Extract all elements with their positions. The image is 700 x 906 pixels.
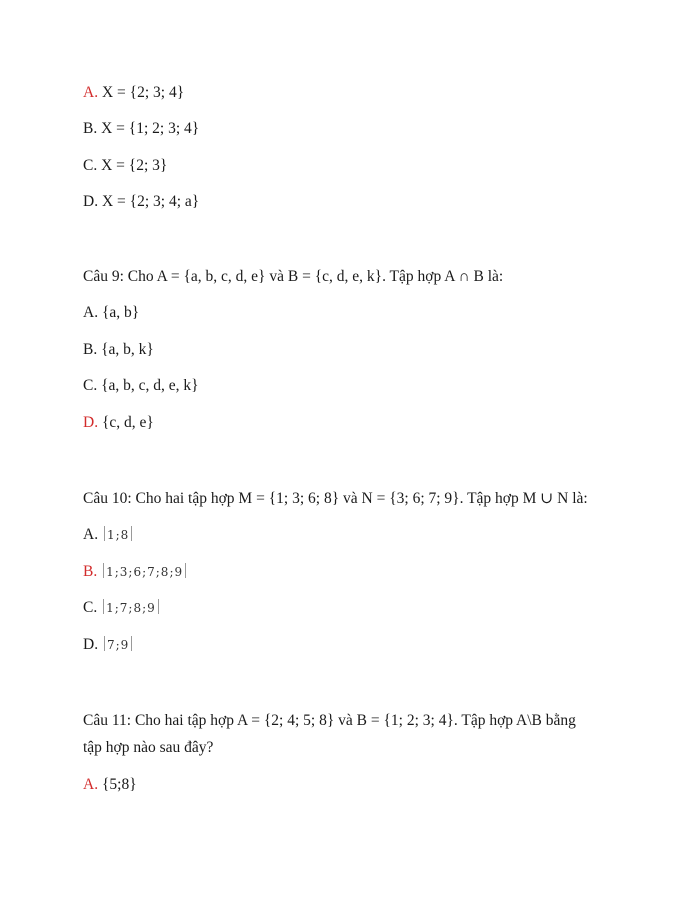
q9-option-d-letter: D. <box>83 414 99 431</box>
q11-question-line2: tập hợp nào sau đây? <box>83 739 214 756</box>
q9-option-d <box>83 414 154 432</box>
q10-option-a <box>83 526 134 544</box>
q10-option-c-set <box>101 601 161 615</box>
q8-option-c-text: X = {2; 3} <box>101 157 168 174</box>
q10-question: Câu 10: Cho hai tập hợp M = {1; 3; 6; 8} và N = {3; 6; 7; 9}. Tập hợp M ∪ N là: <box>83 490 588 507</box>
q11-option-a-letter: A. <box>83 776 99 793</box>
q8-option-a-text: X = {2; 3; 4} <box>101 84 185 101</box>
q10-option-d <box>83 636 134 654</box>
q9-question: Câu 9: Cho A = {a, b, c, d, e} và B = {c, d, e, k}. Tập hợp A ∩ B là: <box>83 268 504 285</box>
q11-option-a <box>83 776 137 794</box>
q10-option-b-set <box>101 565 188 579</box>
q10-option-c <box>83 599 161 617</box>
q9-option-c-letter: C. <box>83 377 98 394</box>
q10-option-c-text: 1;7;8;9 <box>106 601 156 615</box>
q9-option-b-text: {a, b, k} <box>101 341 154 358</box>
q10-option-b-letter: B. <box>83 563 98 580</box>
q8-option-b <box>83 120 199 138</box>
q8-option-b-letter: B. <box>83 120 98 137</box>
q8-option-b-text: X = {1; 2; 3; 4} <box>101 120 200 137</box>
q8-option-c <box>83 157 167 175</box>
q10-option-a-letter: A. <box>83 526 99 543</box>
q8-option-a <box>83 84 184 102</box>
q10-option-d-text: 7;9 <box>106 638 130 652</box>
q10-option-b <box>83 563 188 581</box>
q9-option-d-text: {c, d, e} <box>101 414 154 431</box>
q9-option-c <box>83 377 199 395</box>
q10-option-c-letter: C. <box>83 599 98 616</box>
q9-option-a <box>83 304 139 322</box>
q10-option-a-set <box>102 528 134 542</box>
q8-option-d <box>83 193 199 211</box>
q10-option-d-letter: D. <box>83 636 99 653</box>
q11-question-line1: Câu 11: Cho hai tập hợp A = {2; 4; 5; 8} và B = {1; 2; 3; 4}. Tập hợp A\B bằng <box>83 712 576 729</box>
q8-option-d-text: X = {2; 3; 4; a} <box>101 193 200 210</box>
q9-option-b <box>83 341 154 359</box>
q9-option-c-text: {a, b, c, d, e, k} <box>101 377 199 394</box>
q8-option-a-letter: A. <box>83 84 99 101</box>
q8-option-d-letter: D. <box>83 193 99 210</box>
q9-option-a-text: {a, b} <box>101 304 140 321</box>
q10-option-b-text: 1;3;6;7;8;9 <box>106 565 184 579</box>
q9-option-b-letter: B. <box>83 341 98 358</box>
q11-option-a-text: {5;8} <box>101 776 137 793</box>
q10-option-a-text: 1;8 <box>106 528 130 542</box>
q10-option-d-set <box>102 638 134 652</box>
q8-option-c-letter: C. <box>83 157 98 174</box>
q9-option-a-letter: A. <box>83 304 99 321</box>
